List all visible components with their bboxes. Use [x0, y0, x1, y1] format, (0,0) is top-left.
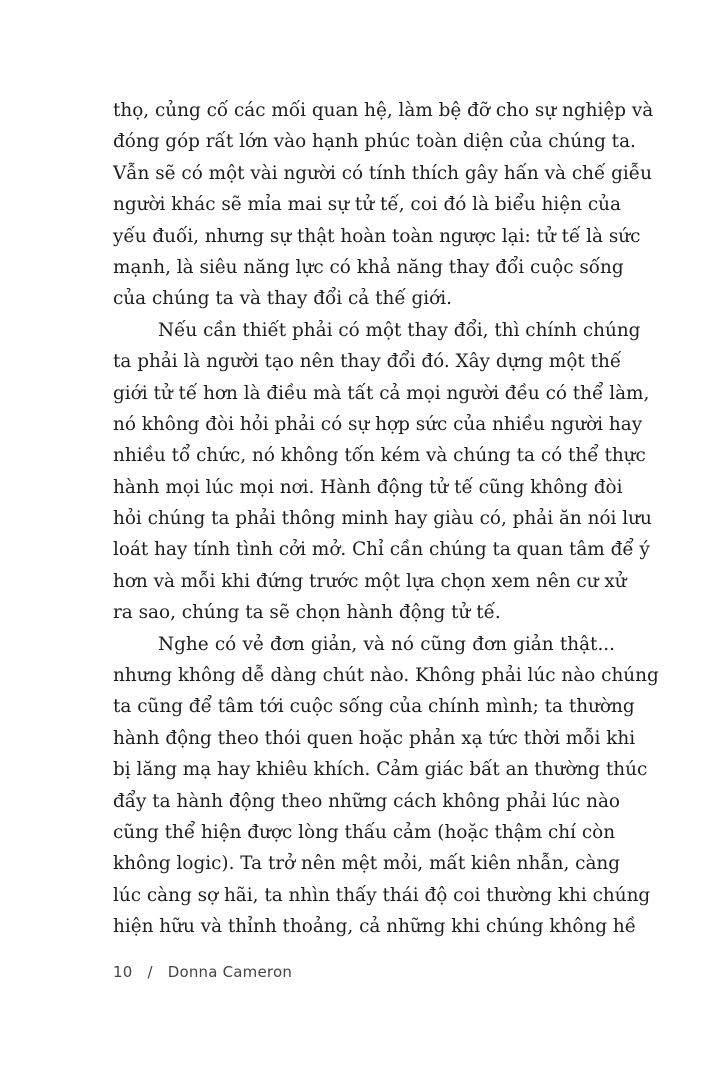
- page-number: 10: [113, 963, 133, 981]
- text-line: không logic). Ta trở nên mệt mỏi, mất kiên nhẫn, càng: [113, 853, 621, 875]
- page-footer: [113, 963, 292, 981]
- text-line: nhưng không dễ dàng chút nào. Không phải lúc nào chúng: [113, 665, 659, 687]
- text-line: hành mọi lúc mọi nơi. Hành động tử tế cũng không đòi: [113, 476, 623, 498]
- text-line: bị lăng mạ hay khiêu khích. Cảm giác bất an thường thúc: [113, 759, 648, 781]
- text-line: nhiều tổ chức, nó không tốn kém và chúng ta có thể thực: [113, 445, 646, 467]
- text-line: người khác sẽ mỉa mai sự tử tế, coi đó là biểu hiện của: [113, 194, 621, 216]
- text-line: lúc càng sợ hãi, ta nhìn thấy thái độ coi thường khi chúng: [113, 884, 651, 906]
- text-line: Nghe có vẻ đơn giản, và nó cũng đơn giản thật...: [158, 633, 615, 655]
- text-line: Vẫn sẽ có một vài người có tính thích gây hấn và chế giễu: [113, 162, 652, 184]
- author-name: Donna Cameron: [167, 963, 293, 981]
- text-line: của chúng ta và thay đổi cả thế giới.: [113, 288, 452, 310]
- text-line: hỏi chúng ta phải thông minh hay giàu có, phải ăn nói lưu: [113, 508, 652, 530]
- text-line: ta phải là người tạo nên thay đổi đó. Xây dựng một thế: [113, 351, 622, 373]
- text-line: thọ, củng cố các mối quan hệ, làm bệ đỡ cho sự nghiệp và: [113, 100, 654, 121]
- text-line: yếu đuối, nhưng sự thật hoàn toàn ngược lại: tử tế là sức: [113, 225, 641, 247]
- text-line: hơn và mỗi khi đứng trước một lựa chọn xem nên cư xử: [113, 570, 627, 592]
- text-line: loát hay tính tình cởi mở. Chỉ cần chúng ta quan tâm để ý: [113, 539, 650, 561]
- footer-separator: /: [147, 963, 153, 981]
- text-line: giới tử tế hơn là điều mà tất cả mọi người đều có thể làm,: [113, 382, 650, 404]
- text-line: ta cũng để tâm tới cuộc sống của chính mình; ta thường: [113, 696, 635, 718]
- text-line: đẩy ta hành động theo những cách không phải lúc nào: [113, 790, 620, 812]
- text-line: nó không đòi hỏi phải có sự hợp sức của nhiều người hay: [113, 413, 643, 435]
- text-line: cũng thể hiện được lòng thấu cảm (hoặc thậm chí còn: [113, 821, 616, 843]
- text-line: hành động theo thói quen hoặc phản xạ tức thời mỗi khi: [113, 727, 636, 749]
- text-line: Nếu cần thiết phải có một thay đổi, thì chính chúng: [158, 319, 641, 341]
- text-line: mạnh, là siêu năng lực có khả năng thay đổi cuộc sống: [113, 256, 624, 278]
- text-line: ra sao, chúng ta sẽ chọn hành động tử tế.: [113, 602, 501, 624]
- body-text: [113, 95, 659, 943]
- text-line: đóng góp rất lớn vào hạnh phúc toàn diện của chúng ta.: [113, 131, 636, 153]
- text-line: hiện hữu và thỉnh thoảng, cả những khi chúng không hề: [113, 916, 637, 938]
